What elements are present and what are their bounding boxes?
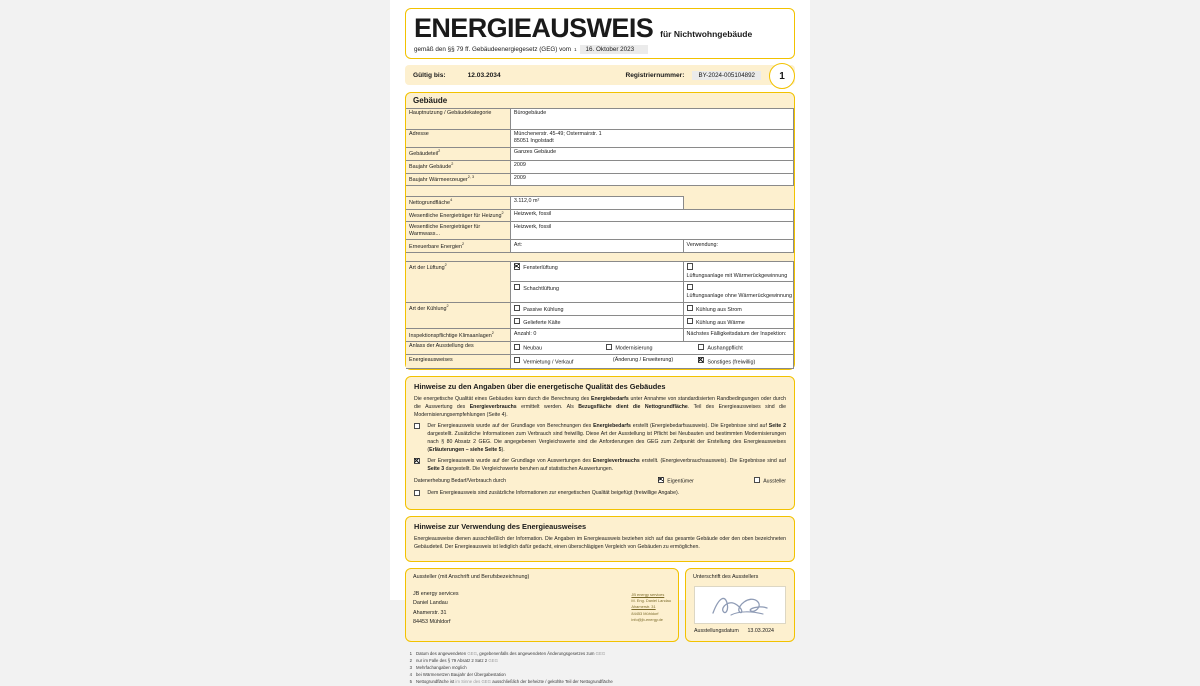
reason-option[interactable] — [514, 343, 606, 353]
spacer-row — [406, 186, 794, 197]
footnote-item — [407, 665, 795, 672]
spacer-cell — [510, 186, 793, 197]
inspection-count-value: 0 — [533, 330, 537, 337]
row-footnote: 2 — [451, 162, 454, 167]
reason-row — [406, 342, 794, 355]
law-reference-line — [414, 45, 786, 54]
option-label: Neubau — [523, 345, 543, 352]
stamp-line-4: 84453 Mühldorf — [631, 610, 659, 616]
address-line-1: Münchenerstr. 45-49; Ostermairstr. 1 — [513, 130, 602, 137]
intro-bold-1: Energiebedarfs — [590, 395, 629, 402]
row-label: Anlass der Ausstellung des — [406, 342, 510, 355]
stamp-line-3: Ahamerstr. 31 — [631, 604, 656, 610]
issue-date-label: Ausstellungsdatum — [694, 627, 739, 634]
table-row — [406, 222, 794, 240]
checkbox-icon[interactable] — [698, 357, 704, 363]
opt2-text-c: erstellt. (Energieverbrauchsausweis). Die Ergebnisse sind auf — [639, 458, 786, 465]
option-label: Vermietung / Verkauf — [523, 359, 574, 366]
issuer-name: Daniel Landau — [413, 600, 448, 607]
valid-until-label: Gültig bis: — [413, 71, 446, 79]
survey-label: Datenerhebung Bedarf/Verbrauch durch — [414, 477, 506, 484]
building-heading: Gebäude — [413, 96, 448, 105]
row-label-text: Gebäudeteil — [409, 151, 439, 158]
footnote-number: 2 — [409, 657, 412, 663]
inspection-due-cell: Nächstes Fälligkeitsdatum der Inspektion: — [683, 329, 793, 342]
footnote-part: Nettogrundfläche ist — [416, 678, 456, 684]
opt1-text-e: ). — [501, 447, 505, 454]
row-value: 3.112,0 m² — [510, 196, 683, 209]
option-label: Eigentümer — [667, 478, 694, 485]
issuer-stamp — [631, 590, 671, 628]
option-label: Modernisierung — [615, 345, 653, 352]
issuer-body — [406, 580, 678, 636]
row-label-text: Nettogrundfläche — [409, 199, 451, 206]
stamp-line-1: JB energy services — [631, 591, 665, 597]
footnote-part: , gegebenenfalls des angewendeten Änderungsgesetzes zum — [476, 650, 596, 656]
row-label-text: Inspektionspflichtige Klimaanlagen — [409, 332, 492, 339]
cooling-option[interactable] — [683, 302, 793, 315]
ventilation-option[interactable] — [510, 282, 683, 303]
survey-option-issuer[interactable] — [754, 476, 786, 485]
issuer-panel — [405, 568, 679, 642]
quality-notes-heading: Hinweise zu den Angaben über die energetische Qualität des Gebäudes — [414, 381, 666, 391]
ventilation-option[interactable] — [683, 261, 793, 282]
row-label — [406, 329, 510, 342]
table-row — [406, 196, 794, 209]
usage-notes-heading: Hinweise zur Verwendung des Energieausweises — [414, 521, 587, 531]
row-footnote: 2 — [438, 149, 441, 154]
intro-text-4: . Teil des Energieausweises sind die Modernisierungsempfehlungen (Seite 4). — [414, 403, 786, 418]
option-label: Lüftungsanlage ohne Wärmerückgewinnung — [686, 293, 793, 300]
checkbox-icon[interactable] — [514, 305, 520, 311]
row-label-text: Art der Lüftung — [409, 264, 445, 271]
empty-cell — [683, 196, 793, 209]
opt1-text-c: erstellt (Energiebedarfsausweis). Die Ergebnisse sind auf — [630, 422, 769, 429]
additional-info-text: Dem Energieausweis sind zusätzliche Informationen zur energetischen Qualität beigefügt (freiwillige Angabe). — [427, 489, 680, 496]
inspection-count-cell — [510, 329, 683, 342]
intro-text-2: unter Annahme von standardisierten Randbedingungen oder durch die Auswertung des — [414, 395, 786, 410]
inspection-row — [406, 329, 794, 342]
spacer-cell — [510, 253, 793, 262]
issue-date-row — [686, 628, 794, 641]
bedarfsausweis-option[interactable] — [414, 422, 786, 454]
cooling-option[interactable] — [510, 302, 683, 315]
checkbox-icon[interactable] — [514, 263, 520, 269]
verbrauchsausweis-text — [427, 457, 786, 473]
row-value: Bürogebäude — [510, 109, 793, 130]
opt1-bold-b: Energiebedarfs — [593, 422, 631, 429]
option-label: Kühlung aus Strom — [695, 306, 742, 313]
row-label-text: Baujahr Wärmeerzeuger — [409, 176, 468, 183]
issuer-address — [413, 590, 623, 628]
option-label: Schachtlüftung — [523, 285, 559, 292]
row-footnote: 2 — [462, 241, 465, 246]
footnote-text — [416, 651, 605, 658]
building-panel — [405, 92, 795, 370]
issue-date-value: 13.03.2024 — [747, 627, 774, 634]
quality-intro-paragraph — [414, 395, 786, 419]
verbrauchsausweis-option[interactable] — [414, 457, 786, 473]
row-value: Heizwerk, fossil — [510, 209, 793, 222]
footnote-text: Mehrfachangaben möglich — [416, 664, 467, 670]
reason-options — [510, 355, 793, 368]
footnote-item — [407, 679, 795, 686]
footnotes-block — [405, 648, 795, 686]
reason-option[interactable] — [514, 357, 606, 367]
row-footnote: 2 — [501, 210, 504, 215]
option-label: Aushangpflicht — [707, 345, 743, 352]
row-label — [406, 196, 510, 209]
usage-notes-body — [406, 533, 794, 561]
document-title: ENERGIEAUSWEIS — [414, 13, 654, 43]
reason-options — [510, 342, 793, 355]
usage-notes-paragraph: Energieausweise dienen ausschließlich der Information. Die Angaben im Energieausweis beziehen sich auf das gesamte Gebäude oder den oben bezeichneten Gebäudeteil. Der Energieausweis ist lediglich dafür gedacht, einen überschlägigen Vergleich von Gebäuden zu ermöglichen. — [414, 535, 786, 550]
title-row — [414, 15, 786, 42]
checkbox-icon[interactable] — [514, 357, 520, 363]
table-row — [406, 173, 794, 186]
law-reference-text: gemäß den §§ 79 ff. Gebäudeenergiegesetz (GEG) vom — [414, 46, 572, 53]
row-value: Ganzes Gebäude — [510, 148, 793, 161]
opt1-bold-b2: Seite 2 — [768, 422, 786, 429]
survey-row — [414, 476, 786, 485]
issuer-heading: Aussteller (mit Anschrift und Berufsbezeichnung) — [413, 573, 530, 580]
reason-option-grid — [514, 357, 790, 367]
row-label: Energieausweises — [406, 355, 510, 368]
row-label-text: Art der Kühlung — [409, 305, 447, 312]
row-footnote: 2 — [446, 304, 449, 309]
registration-value: BY-2024-005104892 — [692, 71, 761, 80]
checkbox-icon[interactable] — [687, 263, 693, 269]
table-row — [406, 109, 794, 130]
checkbox-icon[interactable] — [514, 344, 520, 350]
signature-icon — [705, 591, 775, 619]
table-row — [406, 148, 794, 161]
row-footnote: 4 — [450, 198, 453, 203]
option-label: Lüftungsanlage mit Wärmerückgewinnung — [686, 272, 788, 279]
signature-panel — [685, 568, 795, 642]
row-value — [510, 129, 793, 148]
opt2-bold-b: Energieverbrauchs — [592, 458, 640, 465]
footnote-part: GEG — [467, 650, 477, 656]
option-label: Fensterlüftung — [523, 265, 558, 272]
table-row — [406, 129, 794, 148]
intro-text-1: Die energetische Qualität eines Gebäudes kann durch die Berechnung des — [414, 395, 591, 402]
table-row — [406, 209, 794, 222]
footnote-part: GEG — [488, 657, 498, 663]
row-label-text: Baujahr Gebäude — [409, 163, 452, 170]
spacer-cell — [406, 253, 510, 262]
option-label: Sonstiges (freiwillig) — [707, 359, 756, 366]
certificate-sheet — [405, 8, 795, 686]
reason-note — [606, 357, 698, 367]
issuer-street: Ahamerstr. 31 — [413, 609, 447, 616]
opt2-text-d: dargestellt. Die Vergleichswerte beruhen auf statistischen Auswertungen. — [444, 466, 614, 473]
registration-label: Registriernummer: — [625, 71, 685, 79]
checkbox-icon[interactable] — [698, 344, 704, 350]
checkbox-icon[interactable] — [514, 318, 520, 324]
stamp-line-2: M. Eng. Daniel Landau — [631, 598, 671, 604]
option-label: Gelieferte Kälte — [523, 319, 561, 326]
footnote-text — [416, 679, 613, 686]
row-label: Hauptnutzung / Gebäudekategorie — [406, 109, 510, 130]
valid-until-value: 12.03.2034 — [467, 71, 501, 79]
footnote-text: bei Wärmenetzen Baujahr der Übergabestation — [416, 671, 506, 677]
footnote-item — [407, 651, 795, 658]
law-footnote-marker: 1 — [574, 47, 577, 52]
table-row — [406, 160, 794, 173]
spacer-row — [406, 253, 794, 262]
intro-bold-2: Energieverbrauchs — [469, 403, 517, 410]
footnote-part: ausschließlich der beheizte / gekühlte Teil der Nettogrundfläche — [491, 678, 613, 684]
additional-info-option[interactable] — [414, 489, 786, 499]
checkbox-icon[interactable] — [414, 490, 420, 496]
checkbox-icon[interactable] — [414, 423, 420, 429]
row-label: Adresse — [406, 129, 510, 148]
document-page — [390, 0, 810, 684]
intro-text-3: ermittelt werden. Als — [516, 403, 579, 410]
footnote-number: 1 — [409, 650, 412, 656]
row-value: Heizwerk, fossil — [510, 222, 793, 240]
building-table — [406, 108, 794, 369]
row-label — [406, 173, 510, 186]
checkbox-icon[interactable] — [514, 284, 520, 290]
footnote-text — [416, 658, 498, 665]
title-panel — [405, 8, 795, 59]
row-footnote: 2 — [444, 262, 447, 267]
footnote-part: nur im Falle des § 79 Absatz 2 Satz 2 — [416, 657, 489, 663]
opt1-text-d: dargestellt. Zusätzliche Informationen zum Verbrauch sind freiwillig. Diese Art der Ausstellung ist Pflicht bei Neubauten und bestimmten Modernisierungen nach § 80 Absatz 2 GEG. Die angegebenen Vergleichswerte sind die Anforderungen des GEG zum Zeitpunkt der Erstellung des Energieausweises ( — [427, 430, 786, 454]
row-label — [406, 261, 510, 302]
checkbox-icon[interactable] — [687, 284, 693, 290]
ventilation-option[interactable] — [510, 261, 683, 282]
row-label — [406, 148, 510, 161]
quality-notes-body — [406, 393, 794, 509]
option-label: Aussteller — [763, 478, 786, 485]
opt1-bold-b3: Erläuterungen – siehe Seite 5 — [429, 447, 502, 454]
issuer-signature-row — [405, 568, 795, 648]
checkbox-wrap[interactable] — [414, 489, 423, 499]
row-label — [406, 209, 510, 222]
checkbox-wrap[interactable] — [414, 422, 423, 432]
bedarfsausweis-text — [427, 422, 786, 454]
reason-option[interactable] — [606, 343, 698, 353]
opt1-text-a: Der Energieausweis wurde auf der Grundlage von Berechnungen des — [427, 422, 594, 429]
cooling-option[interactable] — [683, 316, 793, 329]
reason-option-row — [514, 357, 790, 367]
reason-option-row — [514, 343, 790, 353]
row-label — [406, 160, 510, 173]
checkbox-icon[interactable] — [606, 344, 612, 350]
issuer-company: JB energy services — [413, 590, 459, 597]
row-footnote: 2 — [491, 330, 494, 335]
footnote-item — [407, 658, 795, 665]
row-label-text: Erneuerbare Energien — [409, 243, 463, 250]
cooling-row — [406, 302, 794, 315]
page-number-badge: 1 — [769, 63, 795, 89]
row-label: Wesentliche Energieträger für Warmwass... — [406, 222, 510, 240]
checkbox-wrap[interactable] — [414, 457, 423, 467]
reason-option[interactable] — [698, 343, 790, 353]
row-label — [406, 240, 510, 253]
checkbox-icon[interactable] — [414, 458, 420, 464]
reason-row — [406, 355, 794, 368]
inspection-count-label: Anzahl: — [513, 330, 532, 337]
row-value: 2009 — [510, 160, 793, 173]
intro-bold-3: Bezugsfläche dient die Nettogrundfläche — [578, 403, 688, 410]
ventilation-option[interactable] — [683, 282, 793, 303]
quality-notes-panel — [405, 376, 795, 510]
footnote-part: im Sinne des GEG — [455, 678, 492, 684]
footnote-part: GEG — [595, 650, 606, 656]
option-label: Kühlung aus Wärme — [695, 319, 745, 326]
signature-heading: Unterschrift des Ausstellers — [693, 573, 759, 580]
reason-option-grid — [514, 343, 790, 353]
ventilation-row — [406, 261, 794, 282]
row-value: 2009 — [510, 173, 793, 186]
footnote-part: Datum des angewendeten — [416, 650, 468, 656]
row-footnote: 2, 3 — [467, 174, 475, 179]
checkbox-icon[interactable] — [754, 477, 760, 483]
signature-box — [694, 586, 786, 624]
cooling-option[interactable] — [510, 316, 683, 329]
address-line-2: 85051 Ingolstadt — [513, 138, 554, 145]
stamp-line-5: info@jb-energy.de — [631, 616, 663, 622]
footnote-item — [407, 672, 795, 679]
law-date-field: 16. Oktober 2023 — [580, 45, 649, 54]
option-label: Passive Kühlung — [523, 306, 564, 313]
row-label — [406, 302, 510, 329]
footnote-number: 3 — [409, 664, 412, 670]
option-label: (Änderung / Erweiterung) — [612, 356, 674, 363]
footnote-number: 4 — [409, 671, 412, 677]
validity-bar — [405, 65, 795, 85]
checkbox-icon[interactable] — [687, 305, 693, 311]
usage-notes-panel — [405, 516, 795, 562]
checkbox-icon[interactable] — [658, 477, 664, 483]
footnote-number: 5 — [409, 678, 412, 684]
opt2-bold-b2: Seite 3 — [427, 466, 445, 473]
spacer-cell — [406, 186, 510, 197]
issuer-city: 84453 Mühldorf — [413, 619, 451, 626]
reason-option[interactable] — [698, 357, 790, 367]
row-label-text: Wesentliche Energieträger für Heizung — [409, 212, 502, 219]
document-subtitle: für Nichtwohngebäude — [660, 29, 753, 39]
survey-option-owner[interactable] — [658, 476, 694, 485]
opt2-text-a: Der Energieausweis wurde auf der Grundlage von Auswertungen des — [427, 458, 593, 465]
renewable-row — [406, 240, 794, 253]
renewable-type-cell: Art: — [510, 240, 683, 253]
checkbox-icon[interactable] — [687, 318, 693, 324]
renewable-usage-cell: Verwendung: — [683, 240, 793, 253]
